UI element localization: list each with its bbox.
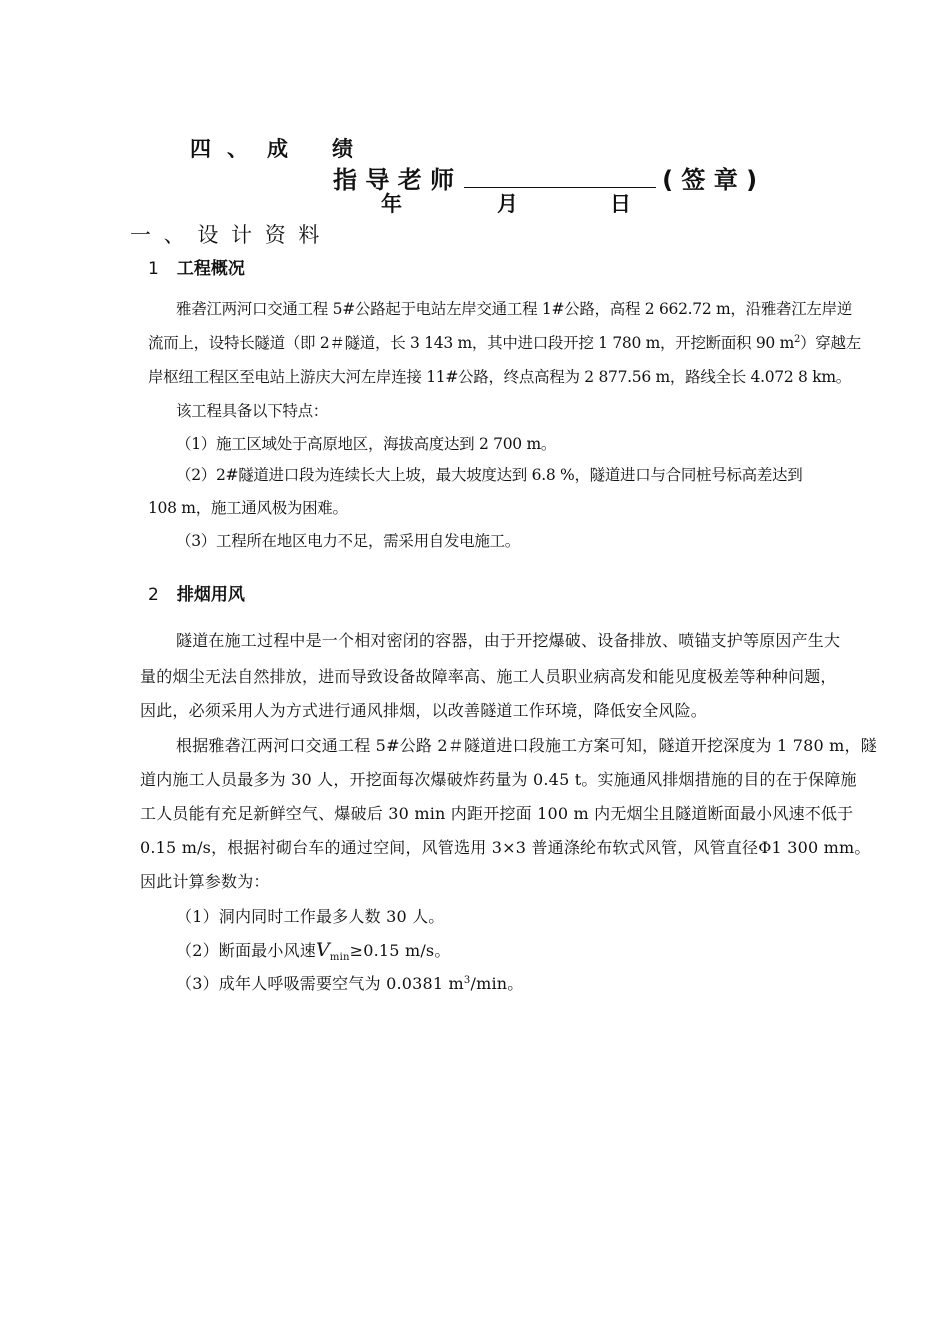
paragraph-line: 该工程具备以下特点： — [176, 402, 329, 420]
list-item — [176, 971, 523, 994]
grade-heading-number: 四 — [190, 137, 211, 161]
paragraph-text: ）穿越左 — [800, 334, 861, 352]
list-item: （2）2#隧道进口段为连续长大上坡，最大坡度达到 6.8 %，隧道进口与合同桩号标高差达到 — [176, 466, 803, 484]
paragraph-line: 量的烟尘无法自然排放，进而导致设备故障率高、施工人员职业病高发和能见度极差等种种问题， — [140, 667, 837, 686]
subsection-2-title: 排烟用风 — [176, 585, 245, 605]
section-title-design-data: 一 、 设 计 资 料 — [130, 223, 320, 247]
signature-blank — [464, 165, 656, 188]
velocity-symbol: V — [315, 939, 330, 961]
paragraph-line: 道内施工人员最多为 30 人，开挖面每次爆破炸药量为 0.45 t。实施通风排烟措施的目的在于保障施 — [140, 770, 857, 789]
paragraph-line — [148, 331, 861, 353]
grade-heading-char2: 绩 — [332, 137, 353, 161]
list-item-text: （2）断面最小风速 — [176, 941, 316, 960]
grade-heading-char1: 成 — [267, 137, 288, 161]
paragraph-line: 工人员能有充足新鲜空气、爆破后 30 min 内距开挖面 100 m 内无烟尘且隧道断面最小风速不低于 — [140, 804, 854, 823]
grade-heading-comma: 、 — [227, 137, 248, 161]
list-item-text: /min。 — [470, 974, 524, 993]
list-item: （3）工程所在地区电力不足，需采用自发电施工。 — [176, 532, 520, 550]
paragraph-line: 根据雅砻江两河口交通工程 5#公路 2＃隧道进口段施工方案可知，隧道开挖深度为 1 780 m，隧 — [176, 736, 877, 755]
list-item: （1）洞内同时工作最多人数 30 人。 — [176, 907, 445, 926]
subsection-1-heading — [148, 254, 245, 279]
grade-heading — [190, 133, 353, 163]
date-year: 年 — [381, 192, 402, 216]
subsection-2-heading — [148, 580, 245, 605]
date-day: 日 — [610, 192, 631, 216]
date-month: 月 — [497, 192, 518, 216]
subsection-2-number: 2 — [148, 585, 159, 605]
paragraph-text: 流而上，设特长隧道（即 2＃隧道，长 3 143 m，其中进口段开挖 1 780 m，开挖断面积 90 m — [148, 334, 795, 352]
list-item: （1）施工区域处于高原地区，海拔高度达到 2 700 m。 — [176, 435, 557, 453]
seal-label: ( 签 章 ) — [662, 166, 758, 194]
list-item — [176, 938, 451, 963]
paragraph-line: 隧道在施工过程中是一个相对密闭的容器，由于开挖爆破、设备排放、喷锚支护等原因产生大 — [176, 631, 841, 650]
paragraph-line: 雅砻江两河口交通工程 5#公路起于电站左岸交通工程 1#公路，高程 2 662.72 m，沿雅砻江左岸逆 — [176, 300, 853, 318]
subsection-1-number: 1 — [148, 259, 159, 279]
list-item-text: ≥0.15 m/s。 — [349, 941, 451, 960]
superscript: 2 — [794, 334, 801, 345]
superscript: 3 — [463, 975, 471, 986]
paragraph-line: 因此，必须采用人为方式进行通风排烟，以改善隧道工作环境，降低安全风险。 — [140, 701, 708, 720]
list-item-text: （3）成年人呼吸需要空气为 0.0381 m — [176, 974, 464, 993]
paragraph-line: 0.15 m/s，根据衬砌台车的通过空间，风管选用 3×3 普通涤纶布软式风管，风管直径Φ1 300 mm。 — [140, 838, 871, 857]
paragraph-line: 岸枢纽工程区至电站上游庆大河左岸连接 11#公路，终点高程为 2 877.56 m，路线全长 4.072 8 km。 — [148, 368, 851, 386]
paragraph-line: 因此计算参数为： — [140, 872, 270, 891]
subscript-min: min — [329, 952, 350, 964]
advisor-label: 指 导 老 师 — [333, 166, 455, 194]
list-item-continuation: 108 m，施工通风极为困难。 — [148, 499, 348, 517]
subsection-1-title: 工程概况 — [176, 259, 245, 279]
